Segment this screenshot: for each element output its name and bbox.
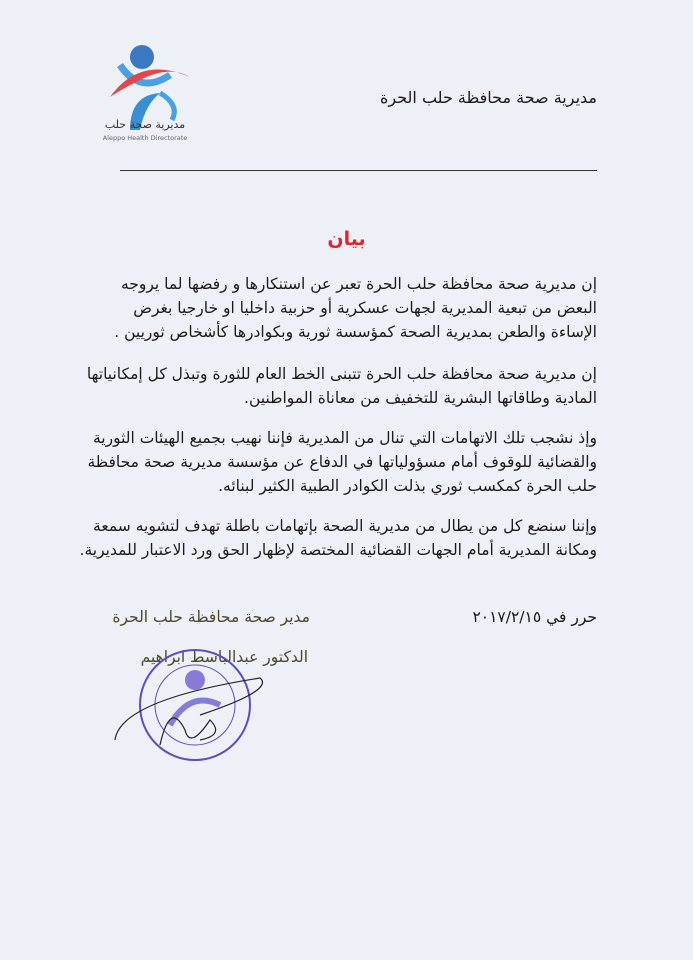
paragraph-line: البعض من تبعية المديرية لجهات عسكرية أو حزبية داخليا او خارجيا بغرض <box>133 299 597 317</box>
paragraph-line: الإساءة والطعن بمديرية الصحة كمؤسسة ثورية وبكوادرها كأشخاص ثوريين . <box>114 323 597 341</box>
paragraph-line: حلب الحرة كمكسب ثوري بذلت الكوادر الطبية الكثير لبنائه. <box>218 477 597 495</box>
logo-arabic-text: مديرية صحة حلب <box>104 118 186 131</box>
divider <box>120 170 597 171</box>
paragraph-2 <box>86 362 597 410</box>
paragraph-line: المادية وطاقاتها البشرية للتخفيف من معاناة المواطنين. <box>244 389 597 407</box>
paragraph-line: إن مديرية صحة محافظة حلب الحرة تتبنى الخط العام للثورة وتبذل كل إمكانياتها <box>86 365 597 383</box>
issue-date: حرر في ٢٠١٧/٢/١٥ <box>472 608 597 626</box>
paragraph-line: وإذ نشجب تلك الاتهامات التي تنال من المديرية فإننا نهيب بجميع الهيئات الثورية <box>92 429 597 447</box>
director-title: مدير صحة محافظة حلب الحرة <box>112 608 310 626</box>
paragraph-line: إن مديرية صحة محافظة حلب الحرة تعبر عن استنكارها و رفضها لما يروجه <box>120 275 597 293</box>
logo-english-text: Aleppo Health Directorate <box>102 134 188 142</box>
paragraph-line: ومكانة المديرية أمام الجهات القضائية المختصة لإظهار الحق ورد الاعتبار للمديرية. <box>79 541 597 559</box>
paragraph-4 <box>79 514 597 562</box>
paragraph-line: وإننا سنضع كل من يطال من مديرية الصحة بإتهامات باطلة تهدف لتشويه سمعة <box>93 517 597 535</box>
paragraph-3 <box>87 426 597 498</box>
header-title: مديرية صحة محافظة حلب الحرة <box>380 88 597 107</box>
paragraph-line: والقضائية للوقوف أمام مسؤولياتها في الدفاع عن مؤسسة مديرية صحة محافظة <box>87 453 597 471</box>
director-name: الدكتور عبدالباسط ابراهيم <box>140 648 308 666</box>
logo-icon <box>100 35 200 150</box>
paragraph-1 <box>114 272 597 344</box>
document-title: بيان <box>327 228 366 250</box>
stamp-seal-icon <box>110 640 270 775</box>
